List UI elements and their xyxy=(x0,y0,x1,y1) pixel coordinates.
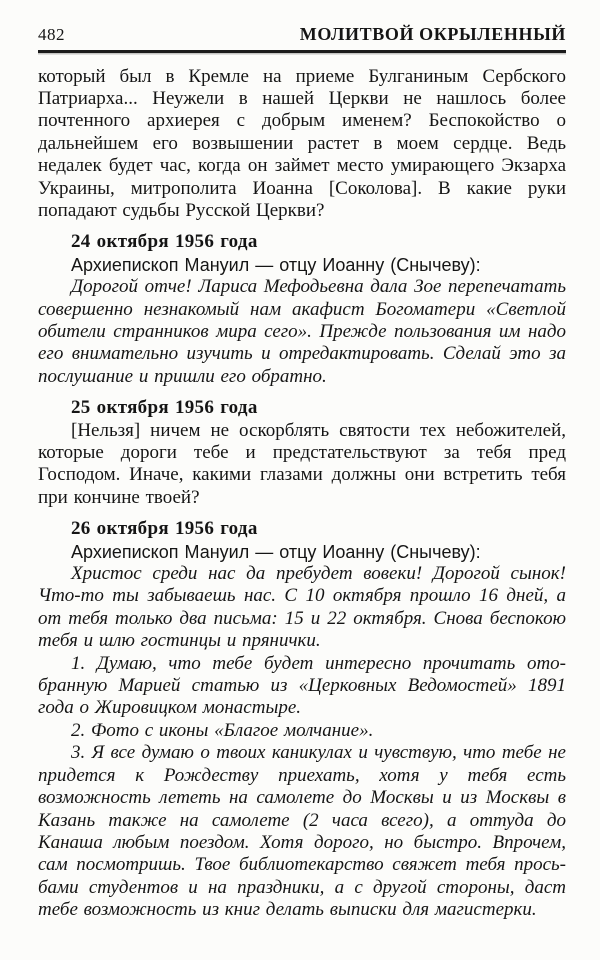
paragraph: Христос среди нас да пребудет вовеки! Дорогой сынок! Что-то ты забываешь нас. С 10 октября прошло 16 дней, а от тебя только два письма: 15 и 22 октября. Снова беспокою тебя и шлю гостинцы и прянички. xyxy=(38,563,566,652)
paragraph: 24 октября 1956 года xyxy=(71,231,258,253)
paragraph: [Нельзя] ничем не оскорблять святости тех небожителей, которые дороги тебе и предстательствуют за тебя пред Господом. Иначе, какими глазами должны они встретить тебя при кончине твоей? xyxy=(38,419,566,508)
page-header xyxy=(38,24,566,45)
paragraph: Архиепископ Мануил — отцу Иоанну (Снычеву): xyxy=(71,541,481,562)
paragraph: который был в Кремле на приеме Булганиным Сербского Патриарха... Неужели в нашей Церкви не нашлось более почтенного архиерея с добрым именем? Беспокойство о дальнейшем его возвышении растет в моем сердце. Ведь недалек будет час, когда он займет место умирающего Экзарха Украины, митрополита Иоанна [Соколова]. В какие руки попадают судьбы Русской Церкви? xyxy=(38,65,566,221)
text-block xyxy=(38,66,566,922)
paragraph: 3. Я все думаю о твоих каникулах и чувствую, что тебе не придется к Рождеству приехать, хотя у тебя есть возможность лететь на самолете до Москвы и из Москвы в Казань также на самолете (2 часа всего), а оттуда до Канаша любым поездом. Хотя дорого, но быстро. Впрочем, сам посмотришь. Твое библиотекарство свяжет тебя просьбами студентов и на праздники, а с другой стороны, даст тебе возможность из книг делать выписки для магистерки. xyxy=(38,742,566,921)
paragraph: 1. Думаю, что тебе будет интересно прочитать отобранную Марией статью из «Церковных Ведомостей» 1891 года о Жировицком монастыре. xyxy=(38,652,566,719)
page-number: 482 xyxy=(38,25,65,44)
running-title: МОЛИТВОЙ ОКРЫЛЕННЫЙ xyxy=(299,24,566,44)
header-rule xyxy=(38,50,566,53)
paragraph: 2. Фото с иконы «Благое молчание». xyxy=(71,719,374,741)
paragraph: Дорогой отче! Лариса Мефодьевна дала Зое перепечатать совершенно незнакомый нам акафист Богоматери «Светлой обители странников мира сего». Прежде пользования им надо его внимательно изучить и отредактировать. Сделай это за послушание и пришли его обратно. xyxy=(38,276,566,387)
paragraph: 26 октября 1956 года xyxy=(71,518,258,540)
paragraph: 25 октября 1956 года xyxy=(71,397,258,419)
paragraph: Архиепископ Мануил — отцу Иоанну (Снычеву): xyxy=(71,254,481,275)
